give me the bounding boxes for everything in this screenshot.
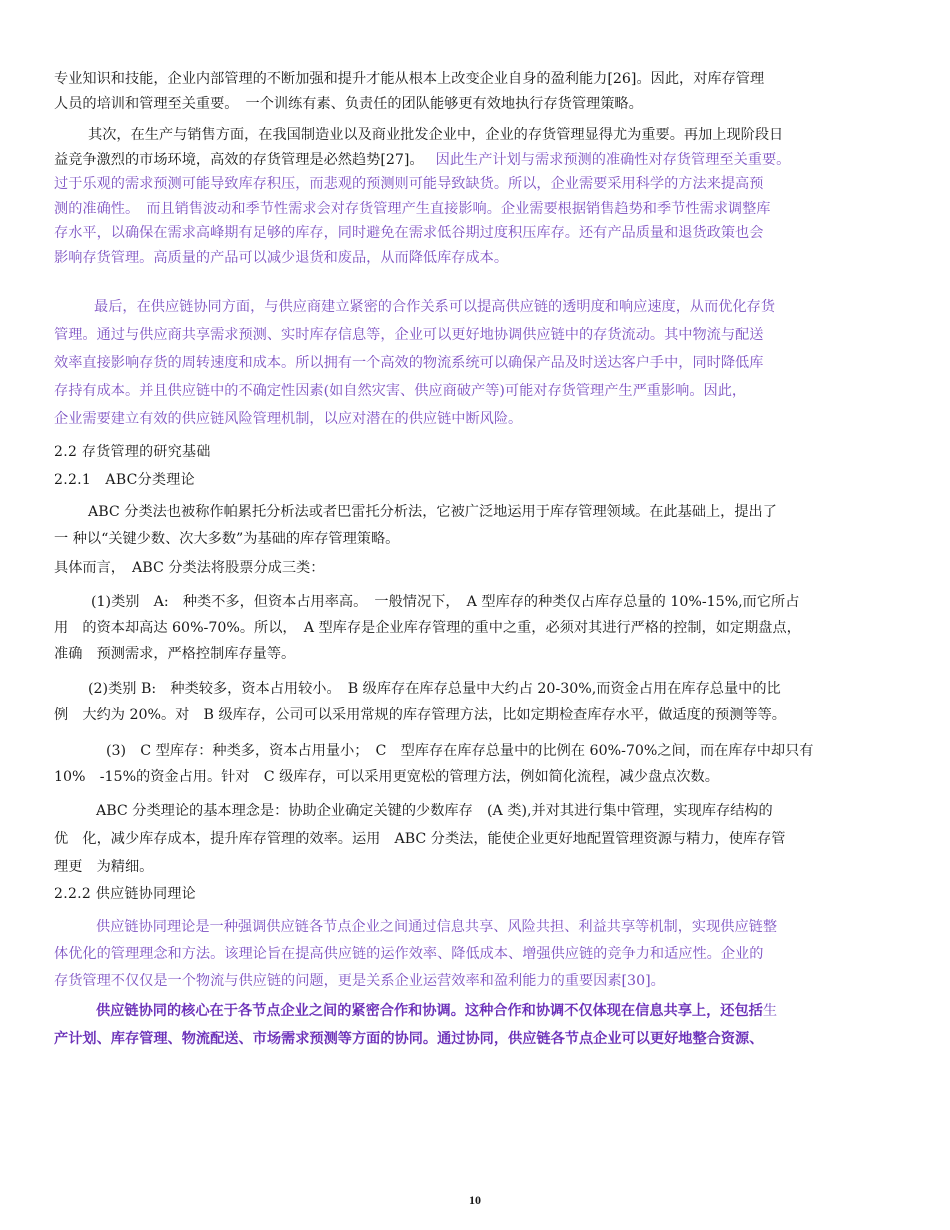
text-line: 优 化，减少库存成本，提升库存管理的效率。运用 ABC 分类法，能使企业更好地配置管理资源与精力，使库存管: [54, 831, 786, 847]
highlighted-text-line: 存水平，以确保在需求高峰期有足够的库存，同时避免在需求低谷期过度积压库存。还有产品质量和退货政策也会: [54, 225, 764, 241]
text-line: 其次，在生产与销售方面，在我国制造业以及商业批发企业中，企业的存货管理显得尤为重要。再加上现阶段日: [88, 127, 784, 143]
subsection-heading: 2.2.1 ABC分类理论: [54, 472, 195, 488]
text-segment: 益竞争激烈的市场环境，高效的存货管理是必然趋势[27]。: [54, 151, 424, 168]
text-line: 人员的培训和管理至关重要。 一个训练有素、负责任的团队能够更有效地执行存货管理策略。: [54, 95, 643, 112]
highlighted-text: 因此生产计划与需求预测的准确性对存货管理至关重要。: [435, 151, 791, 168]
bold-highlighted-text-line: 产计划、库存管理、物流配送、市场需求预测等方面的协同。通过协同，供应链各节点企业可以更好地整合资源、: [54, 1031, 764, 1047]
text-line: [54, 148, 880, 173]
class-a-item: [54, 589, 880, 667]
highlighted-text-line: 效率直接影响存货的周转速度和成本。所以拥有一个高效的物流系统可以确保产品及时送达客户手中，同时降低库: [54, 355, 764, 371]
bold-highlighted-text: 供应链协同的核心在于各节点企业之间的紧密合作和协调。这种合作和协调不仅体现在信息共享上，还包括: [96, 1003, 763, 1019]
section-heading: 2.2 存货管理的研究基础: [54, 444, 211, 460]
text-line: (3) C 型库存：种类多，资本占用量小； C 型库存在库存总量中的比例在 60%-70%之间，而在库存中却只有: [106, 743, 814, 759]
text-line: 准确 预测需求，严格控制库存量等。: [54, 646, 296, 662]
paragraph-core-collaboration: [54, 997, 880, 1053]
text-line: 例 大约为 20%。对 B 级库存，公司可以采用常规的库存管理方法，比如定期检查库存水平，做适度的预测等等。: [54, 707, 786, 723]
text-line: 一 种以“关键少数、次大多数”为基础的库存管理策略。: [54, 531, 400, 547]
paragraph-classification: 具体而言， ABC 分类法将股票分成三类：: [54, 560, 325, 576]
paragraph-production-sales: [54, 123, 880, 270]
text-line: 理更 为精细。: [54, 859, 154, 875]
highlighted-text-line: 存持有成本。并且供应链中的不确定性因素(如自然灾害、供应商破产等)可能对存货管理产生严重影响。因此，: [54, 383, 747, 399]
text-line: 用 的资本却高达 60%-70%。所以， A 型库存是企业库存管理的重中之重，必须对其进行严格的控制，如定期盘点，: [54, 620, 801, 636]
highlighted-text-line: 企业需要建立有效的供应链风险管理机制，以应对潜在的供应链中断风险。: [54, 411, 523, 427]
subsection-heading: 2.2.2 供应链协同理论: [54, 886, 196, 902]
text-line: (1)类别 A: 种类不多，但资本占用率高。 一般情况下， A 型库存的种类仅占库存总量的 10%-15%,而它所占: [91, 594, 800, 610]
highlighted-text-line: 供应链协同理论是一种强调供应链各节点企业之间通过信息共享、风险共担、利益共享等机制，实现供应链整: [96, 919, 778, 935]
highlighted-text: 生: [762, 1003, 778, 1019]
highlighted-text-line: 存货管理不仅仅是一个物流与供应链的问题，更是关系企业运营效率和盈利能力的重要因素[30]。: [54, 973, 665, 989]
page-number: 10: [469, 1193, 481, 1207]
text-line: ABC 分类理论的基本理念是：协助企业确定关键的少数库存 (A 类),并对其进行集中管理，实现库存结构的: [96, 803, 773, 819]
class-b-item: [54, 676, 880, 728]
class-c-item: [54, 738, 880, 790]
paragraph-abc: [54, 499, 880, 553]
text-line: ABC 分类法也被称作帕累托分析法或者巴雷托分析法，它被广泛地运用于库存管理领域。在此基础上，提出了: [88, 504, 777, 520]
paragraph-supply-chain: [54, 293, 880, 433]
text-line: 10% -15%的资金占用。针对 C 级库存，可以采用更宽松的管理方法，例如简化流程，减少盘点次数。: [54, 769, 719, 785]
paragraph-intro: [54, 67, 880, 116]
highlighted-text-line: 测的准确性。 而且销售波动和季节性需求会对存货管理产生直接影响。企业需要根据销售趋势和季节性需求调整库: [54, 200, 771, 217]
text-line: 专业知识和技能，企业内部管理的不断加强和提升才能从根本上改变企业自身的盈利能力[26]。因此，对库存管理: [54, 71, 765, 87]
text-line: (2)类别 B: 种类较多，资本占用较小。 B 级库存在库存总量中大约占 20-30%,而资金占用在库存总量中的比: [88, 681, 781, 697]
bold-text-line: [54, 997, 880, 1025]
highlighted-text-line: 最后，在供应链协同方面，与供应商建立紧密的合作关系可以提高供应链的透明度和响应速度，从而优化存货: [94, 299, 776, 315]
highlighted-text-line: 管理。通过与供应商共享需求预测、实时库存信息等，企业可以更好地协调供应链中的存货流动。其中物流与配送: [54, 327, 764, 343]
highlighted-text-line: 过于乐观的需求预测可能导致库存积压，而悲观的预测则可能导致缺货。所以，企业需要采用科学的方法来提高预: [54, 176, 764, 192]
paragraph-supply-chain-theory: [54, 914, 880, 995]
paragraph-abc-concept: [54, 797, 880, 881]
highlighted-text-line: 影响存货管理。高质量的产品可以减少退货和废品，从而降低库存成本。: [54, 249, 509, 266]
highlighted-text-line: 体优化的管理理念和方法。该理论旨在提高供应链的运作效率、降低成本、增强供应链的竞争力和适应性。企业的: [54, 946, 764, 962]
